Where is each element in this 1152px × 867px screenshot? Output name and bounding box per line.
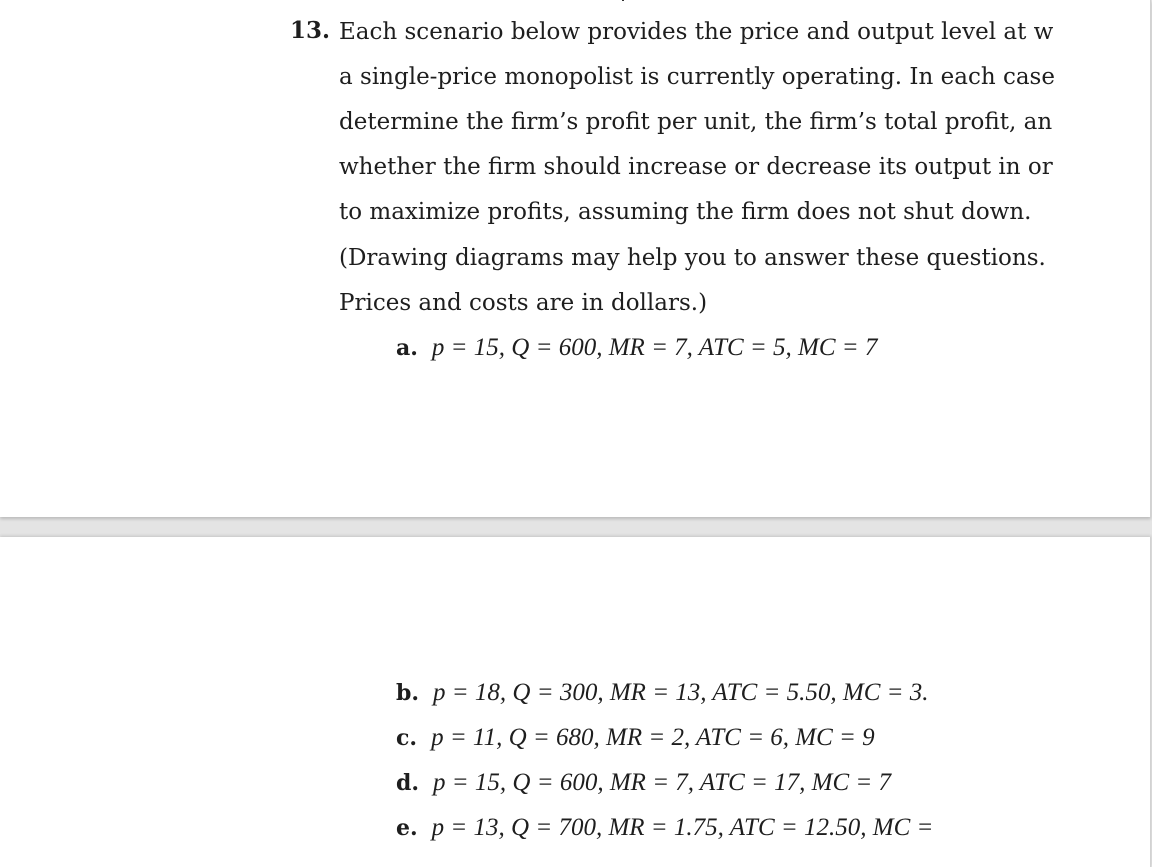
question-text-line-2: a single-price monopolist is currently operating. In each case [339, 64, 1055, 90]
clipped-text-fragment [622, 0, 624, 1]
document-page-2 [0, 537, 1151, 867]
scenario-equation: p = 18, Q = 300, MR = 13, ATC = 5.50, MC = 3. [433, 679, 929, 706]
scenario-label: c. [396, 725, 418, 751]
scenario-c [396, 724, 875, 752]
scenario-equation: p = 15, Q = 600, MR = 7, ATC = 17, MC = 7 [433, 769, 892, 796]
scenario-b [396, 679, 929, 707]
scenario-e [396, 814, 933, 842]
scenario-d [396, 769, 891, 797]
scenario-equation: p = 11, Q = 680, MR = 2, ATC = 6, MC = 9 [431, 724, 875, 751]
scenario-label: a. [396, 335, 418, 361]
scenario-label: d. [396, 770, 420, 796]
scenario-equation: p = 15, Q = 600, MR = 7, ATC = 5, MC = 7 [431, 334, 878, 361]
scenario-label: e. [396, 815, 418, 841]
question-text-line-6: (Drawing diagrams may help you to answer these questions. [339, 245, 1046, 271]
scenario-label: b. [396, 680, 420, 706]
question-text-line-4: whether the firm should increase or decrease its output in or [339, 154, 1053, 180]
scenario-equation: p = 13, Q = 700, MR = 1.75, ATC = 12.50, MC = [431, 814, 934, 841]
scenario-a [396, 334, 877, 362]
question-text-line-3: determine the firm’s profit per unit, the firm’s total profit, an [339, 109, 1053, 135]
question-text-line-7: Prices and costs are in dollars.) [339, 290, 708, 316]
question-number: 13. [290, 17, 331, 44]
question-text-line-5: to maximize profits, assuming the firm does not shut down. [339, 199, 1032, 225]
question-text-line-1: Each scenario below provides the price and output level at w [339, 19, 1054, 45]
